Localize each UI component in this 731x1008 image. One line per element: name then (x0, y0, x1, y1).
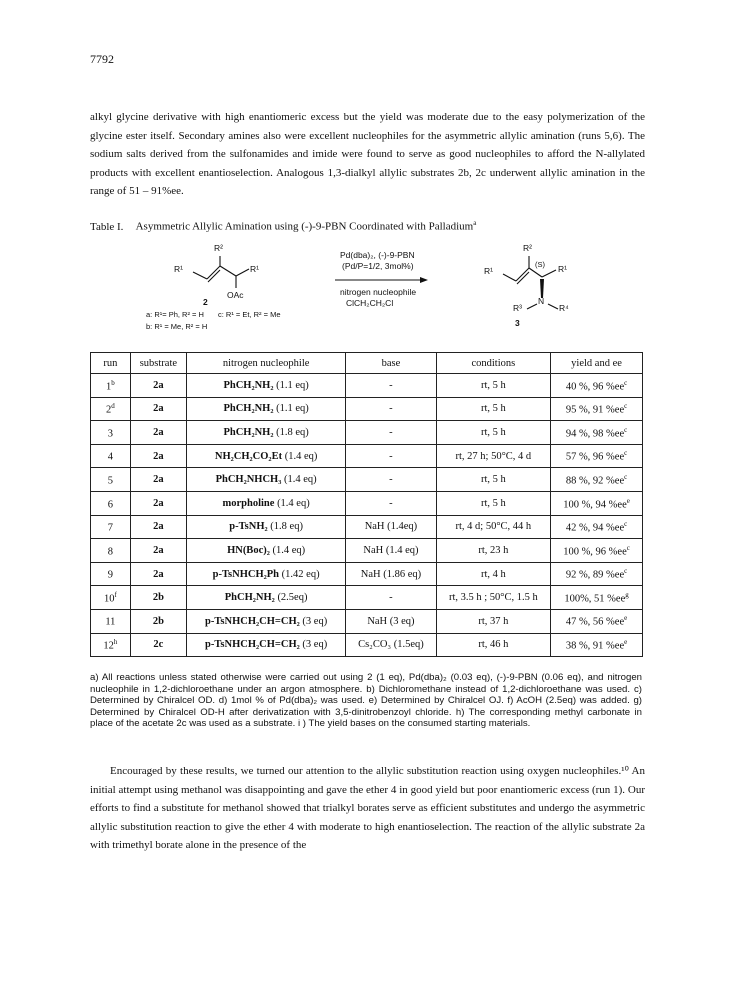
table-row (91, 515, 643, 539)
cell-yield: 47 %, 56 $\%ee^e$ (551, 609, 643, 633)
cell-nucleophile: PhCH₂NH₂ (1.8 eq) (187, 421, 346, 445)
cell-yield: 88 %, 92 $\%ee^c$ (551, 468, 643, 492)
cell-substrate: 2a (130, 515, 186, 539)
cell-yield: 38 %, 91 $\%ee^e$ (551, 633, 643, 657)
table-title-mark: a (473, 219, 477, 227)
cell-conditions: rt, 4 d; 50°C, 44 h (436, 515, 550, 539)
table-row (91, 421, 643, 445)
product-nitrogen: N (538, 296, 545, 306)
header-yield: yield and ee (551, 353, 643, 374)
cell-conditions: rt, 5 h (436, 468, 550, 492)
cell-run: 9 (91, 562, 131, 586)
cell-yield: 100 %, 96 $\%ee^c$ (551, 539, 643, 563)
product-r3: R³ (513, 303, 522, 313)
cell-conditions: rt, 5 h (436, 421, 550, 445)
cell-nucleophile: morpholine (1.4 eq) (187, 491, 346, 515)
cell-nucleophile: p-TsNH₂ (1.8 eq) (187, 515, 346, 539)
table-title: Asymmetric Allylic Amination using (-)-9-PBN Coordinated with Palladium (135, 220, 474, 233)
cell-conditions: rt, 23 h (436, 539, 550, 563)
reaction-arrow-head (420, 277, 428, 283)
table-header-row (91, 353, 643, 374)
reagent-line-2: (Pd/P=1/2, 3mol%) (342, 261, 414, 271)
cell-nucleophile: PhCH₂NH₂ (1.1 eq) (187, 374, 346, 398)
cell-base: NaH (1.4eq) (346, 515, 436, 539)
cell-conditions: rt, 5 h (436, 397, 550, 421)
cell-nucleophile: PhCH₂NH₂ (1.1 eq) (187, 397, 346, 421)
cell-yield: 100%, 51 $\%ee^g$ (551, 586, 643, 610)
cell-substrate: 2a (130, 421, 186, 445)
closing-paragraph (90, 762, 645, 855)
cell-conditions: rt, 27 h; 50°C, 4 d (436, 444, 550, 468)
variant-a: a: R¹= Ph, R² = H (146, 310, 204, 319)
cell-yield: 95 %, 91 $\%ee^c$ (551, 397, 643, 421)
table-footnotes: a) All reactions unless stated otherwise were carried out using 2 (1 eq), Pd(dba)₂ (0.03 eq), (-)-9-PBN (0.06 eq), and nitrogen nucleophile in 1,2-dichloroethane under an argon atmosphere. b) Dichloromethane instead of 1,2-dichloroethane was used. c) Determined by Chiralcel OD. d) 1mol % of Pd(dba)₂ was used. e) Determined by Chiralcel OJ. f) AcOH (2.5eq) was added. g) Determined by Chiralcel OD-H after derivatization with 3,5-dinitrobenzoyl chloride. h) The corresponding methyl carbonate in place of the acetate 2c was used as a substrate. i ) The yield bases on the consumed starting materials. (90, 672, 642, 730)
cell-substrate: 2a (130, 468, 186, 492)
cell-conditions: rt, 5 h (436, 491, 550, 515)
product-number: 3 (515, 318, 520, 328)
substrate-r1-right: R¹ (250, 264, 259, 274)
cell-conditions: rt, 37 h (436, 609, 550, 633)
cell-nucleophile: HN(Boc)₂ (1.4 eq) (187, 539, 346, 563)
intro-paragraph-text: alkyl glycine derivative with high enantiomeric excess but the yield was moderate due to the easy polymerization of the glycine ester itself. Secondary amines also were excellent nucleophiles for the asymmetric allylic amination (runs 5,6). The sodium salts derived from the sulfonamides and imide were found to serve as good nucleophiles to afford the N-allylated products with excellent enantioselection. Analogous 1,3-dialkyl allylic substrates 2b, 2c underwent allylic amination in the range of 51 – 91%ee. (90, 111, 645, 198)
table-row (91, 633, 643, 657)
substrate-r1-left: R¹ (174, 264, 183, 274)
product-r1-left: R¹ (484, 266, 493, 276)
cell-conditions: rt, 5 h (436, 374, 550, 398)
cell-conditions: rt, 46 h (436, 633, 550, 657)
cell-substrate: 2a (130, 562, 186, 586)
header-base: base (346, 353, 436, 374)
table-row (91, 609, 643, 633)
results-table (90, 352, 643, 657)
cell-run: 4 (91, 444, 131, 468)
cell-substrate: 2a (130, 444, 186, 468)
header-run: run (91, 353, 131, 374)
page-number: 7792 (90, 52, 114, 66)
reaction-scheme (90, 236, 650, 348)
cell-base: - (346, 491, 436, 515)
cell-run: 1$^b$ (91, 374, 131, 398)
cell-base: - (346, 374, 436, 398)
cell-base: - (346, 468, 436, 492)
cell-base: NaH (1.4 eq) (346, 539, 436, 563)
cell-yield: 57 %, 96 $\%ee^c$ (551, 444, 643, 468)
product-r2: R² (523, 243, 532, 253)
reagent-line-4: ClCH₂CH₂Cl (346, 298, 394, 308)
cell-base: NaH (1.86 eq) (346, 562, 436, 586)
cell-nucleophile: NH₂CH₂CO₂Et (1.4 eq) (187, 444, 346, 468)
cell-substrate: 2a (130, 397, 186, 421)
cell-substrate: 2a (130, 374, 186, 398)
table-row (91, 468, 643, 492)
cell-base: Cs₂CO₃ (1.5eq) (346, 633, 436, 657)
cell-conditions: rt, 3.5 h ; 50°C, 1.5 h (436, 586, 550, 610)
cell-base: - (346, 586, 436, 610)
header-substrate: substrate (130, 353, 186, 374)
substrate-number: 2 (203, 297, 208, 307)
table-row (91, 586, 643, 610)
cell-substrate: 2c (130, 633, 186, 657)
cell-run: 6 (91, 491, 131, 515)
cell-base: NaH (3 eq) (346, 609, 436, 633)
reagent-line-3: nitrogen nucleophile (340, 287, 417, 297)
cell-run: 8 (91, 539, 131, 563)
substrate-r2: R² (214, 243, 223, 253)
reagent-line-1: Pd(dba)₂, (-)-9-PBN (340, 250, 415, 260)
cell-yield: 92 %, 89 $\%ee^c$ (551, 562, 643, 586)
cell-nucleophile: p-TsNHCH₂Ph (1.42 eq) (187, 562, 346, 586)
cell-base: - (346, 421, 436, 445)
header-nucleophile: nitrogen nucleophile (187, 353, 346, 374)
cell-substrate: 2b (130, 609, 186, 633)
cell-substrate: 2a (130, 491, 186, 515)
cell-substrate: 2a (130, 539, 186, 563)
table-row (91, 397, 643, 421)
cell-run: 11 (91, 609, 131, 633)
product-r1-right: R¹ (558, 264, 567, 274)
cell-nucleophile: p-TsNHCH₂CH=CH₂ (3 eq) (187, 609, 346, 633)
cell-yield: 94 %, 98 $\%ee^c$ (551, 421, 643, 445)
table-row (91, 491, 643, 515)
cell-substrate: 2b (130, 586, 186, 610)
cell-nucleophile: PhCH₂NH₂ (2.5eq) (187, 586, 346, 610)
table-label: Table I. (90, 220, 124, 233)
cell-run: 12$^h$ (91, 633, 131, 657)
cell-yield: 100 %, 94 $\%ee^e$ (551, 491, 643, 515)
stereo-descriptor: (S) (535, 260, 545, 269)
cell-yield: 40 %, 96 $\%ee^c$ (551, 374, 643, 398)
table-caption (90, 219, 476, 233)
table-row (91, 374, 643, 398)
table-row (91, 562, 643, 586)
cell-run: 5 (91, 468, 131, 492)
cell-nucleophile: p-TsNHCH₂CH=CH₂ (3 eq) (187, 633, 346, 657)
cell-base: - (346, 444, 436, 468)
intro-paragraph (90, 108, 645, 201)
cell-base: - (346, 397, 436, 421)
cell-run: 10$^f$ (91, 586, 131, 610)
cell-conditions: rt, 4 h (436, 562, 550, 586)
cell-run: 3 (91, 421, 131, 445)
cell-run: 2$^d$ (91, 397, 131, 421)
table-row (91, 539, 643, 563)
header-conditions: conditions (436, 353, 550, 374)
product-r4: R⁴ (559, 303, 569, 313)
cell-yield: 42 %, 94 $\%ee^c$ (551, 515, 643, 539)
table-row (91, 444, 643, 468)
variant-c: c: R¹ = Et, R² = Me (218, 310, 281, 319)
closing-paragraph-text: Encouraged by these results, we turned our attention to the allylic substitution reaction using oxygen nucleophiles.¹⁰ An initial attempt using methanol was disappointing and gave the ether 4 in good yield but poor enantiomeric excess (run 1). Our efforts to find a substitute for methanol showed that trialkyl borates serve as efficient substitutes and undergo the asymmetric allylic substitution reaction to give the ether 4 with moderate to high enantioselection. The reaction of the allylic substrate 2a with trimethyl borate alone in the presence of the (90, 765, 645, 852)
cell-nucleophile: PhCH₂NHCH₃ (1.4 eq) (187, 468, 346, 492)
variant-b: b: R¹ = Me, R² = H (146, 322, 208, 331)
substrate-structure (193, 256, 249, 288)
leaving-group: OAc (227, 290, 244, 300)
product-structure (503, 256, 556, 284)
cell-run: 7 (91, 515, 131, 539)
